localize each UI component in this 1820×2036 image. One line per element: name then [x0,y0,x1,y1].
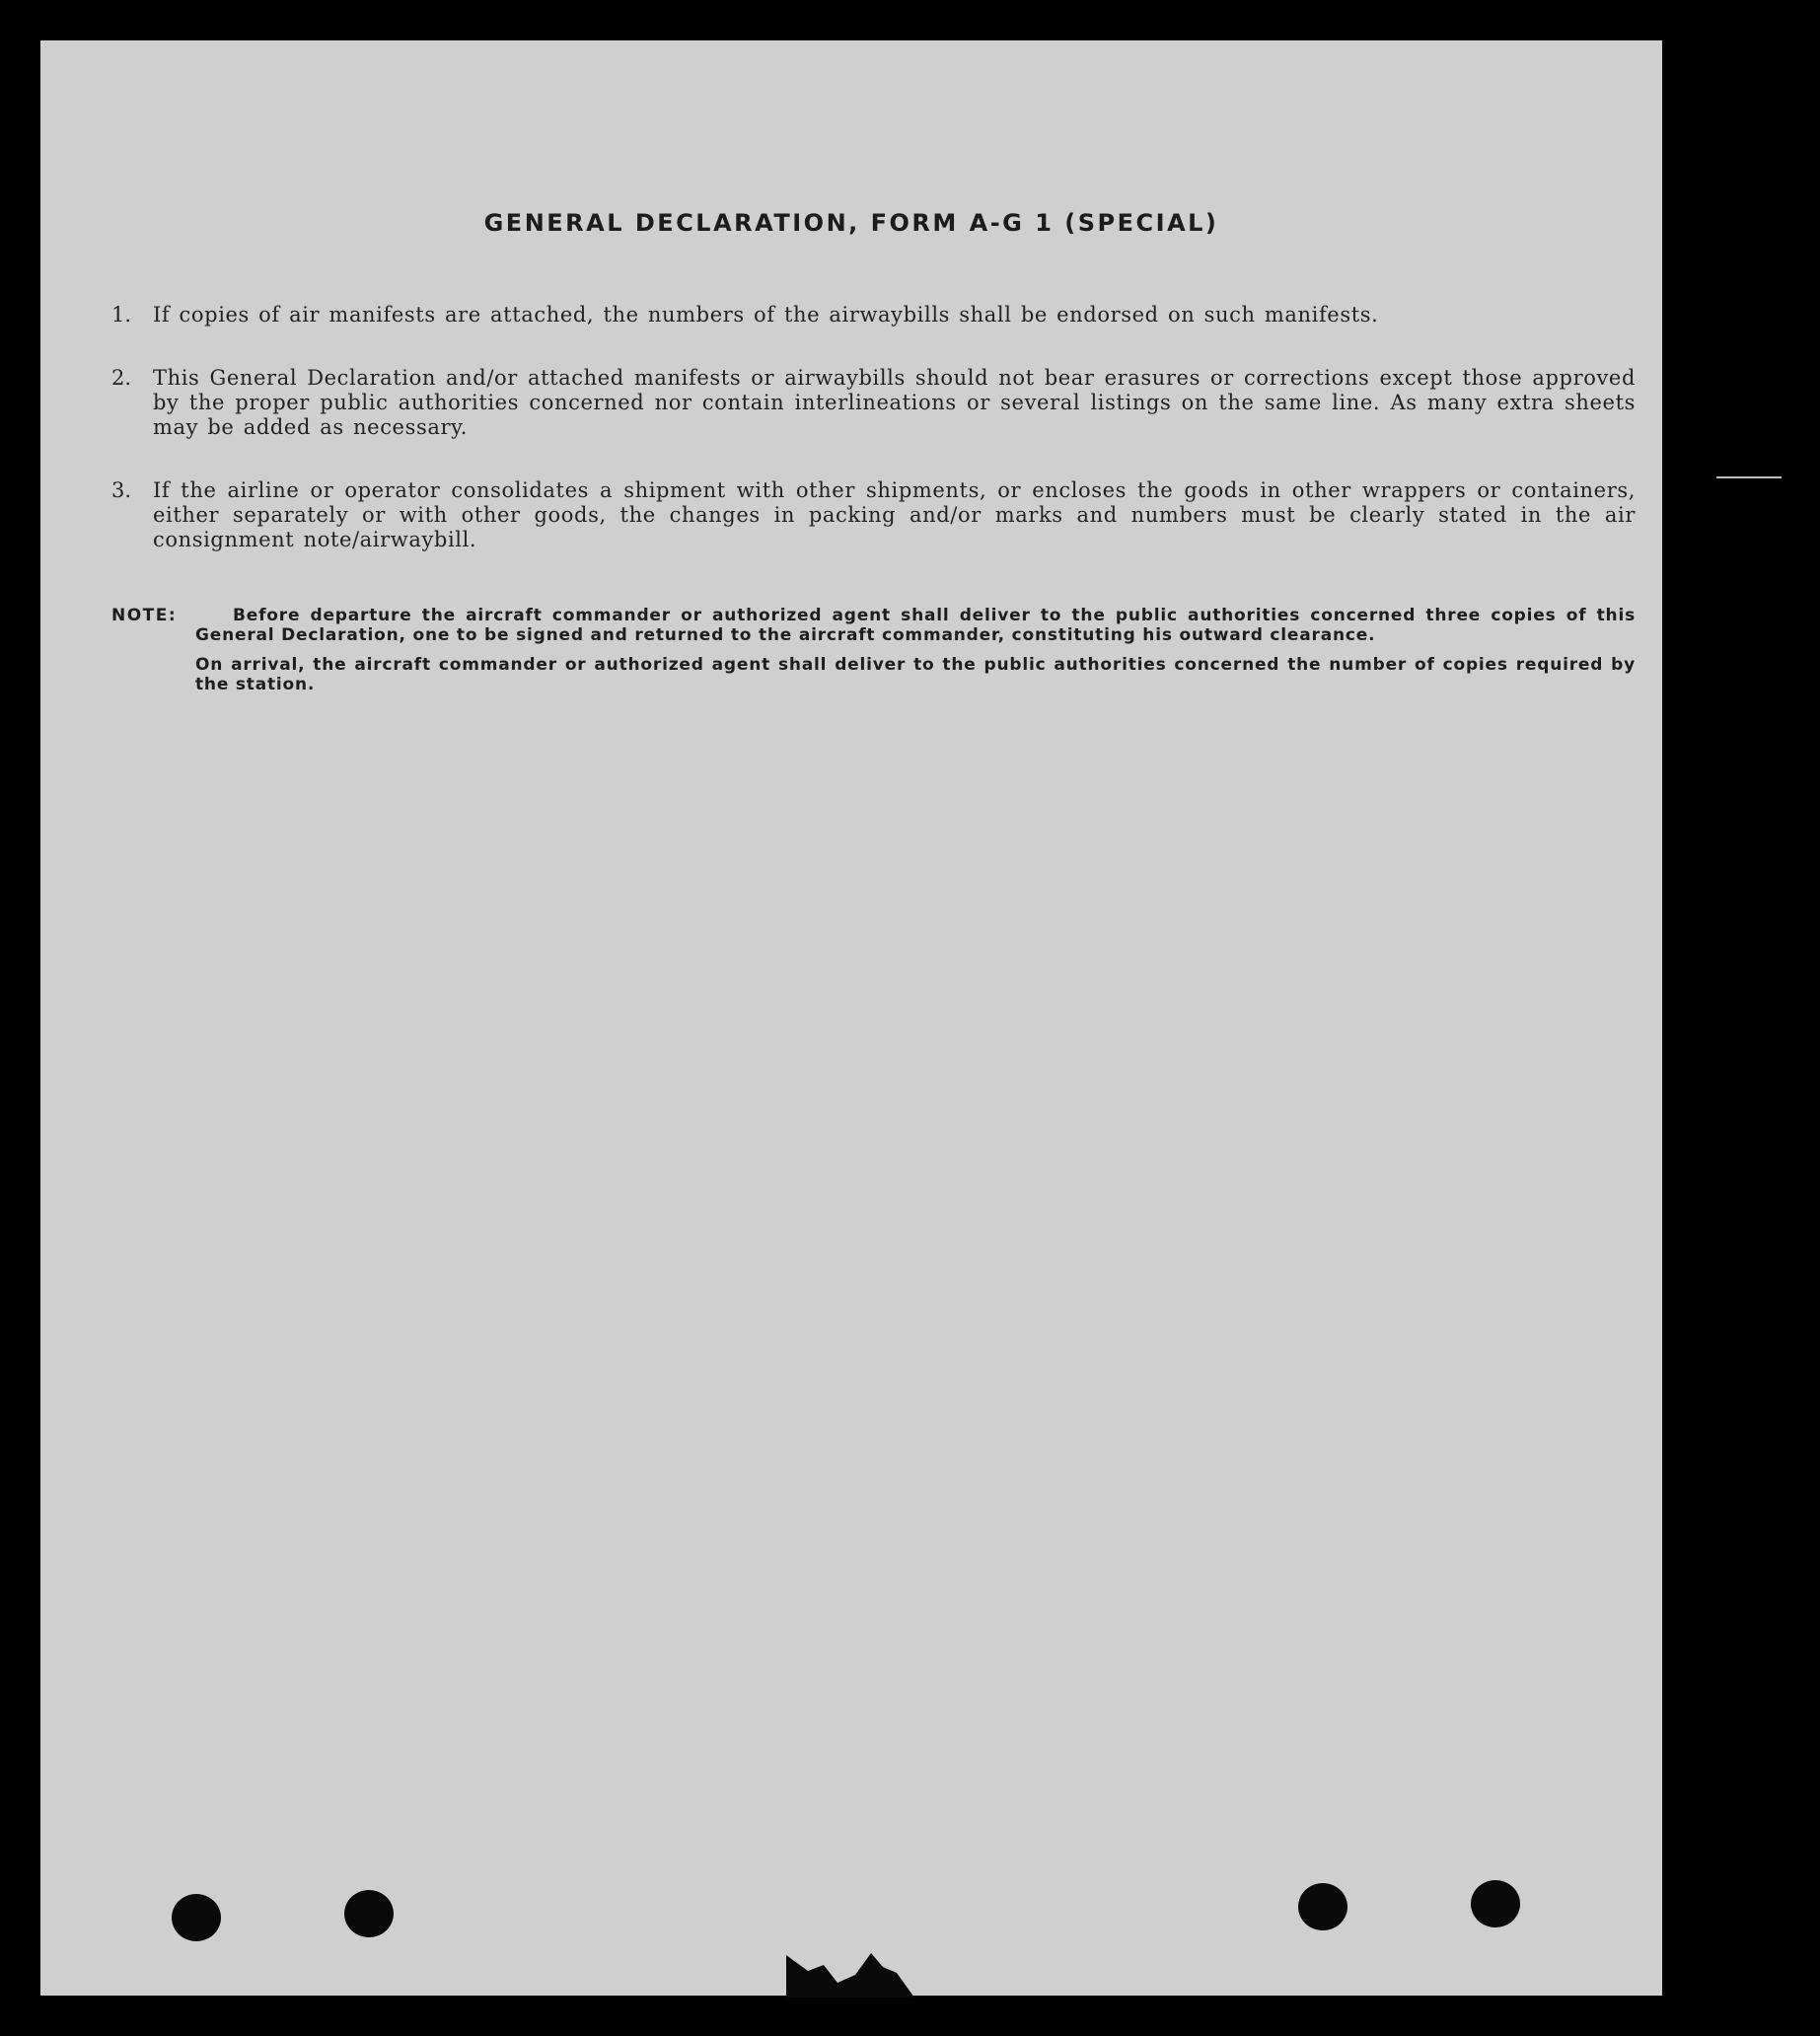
punch-hole [1471,1880,1520,1927]
item-number: 2. [111,366,132,390]
note-section [111,606,1636,694]
document-page [40,40,1662,1996]
punch-hole [344,1890,394,1937]
note-paragraph-arrival: On arrival, the aircraft commander or authorized agent shall deliver to the public authorities concerned the number of copies required by the station. [195,655,1636,694]
document-title: GENERAL DECLARATION, FORM A-G 1 (SPECIAL) [483,209,1219,237]
note-paragraph-departure: Before departure the aircraft commander or authorized agent shall deliver to the public authorities concerned three copies of this General Declaration, one to be signed and returned to the aircraft commander, constituting his outward clearance. [195,606,1636,645]
scan-edge-mark [1716,476,1782,478]
instruction-item-1 [111,303,1636,327]
punch-hole [172,1894,221,1941]
item-number: 3. [111,478,132,502]
item-text: This General Declaration and/or attached manifests or airwaybills should not bear erasures or corrections except those approved by the proper public authorities concerned nor contain interlineations or several listings on the same line. As many extra sheets may be added as necessary. [153,366,1636,439]
item-text: If copies of air manifests are attached, the numbers of the airwaybills shall be endorsed on such manifests. [153,303,1379,327]
instruction-item-3 [111,478,1636,552]
note-label: NOTE: [111,606,178,625]
torn-edge-mark [786,1953,914,1998]
item-text: If the airline or operator consolidates a shipment with other shipments, or encloses the goods in other wrappers or containers, either separately or with other goods, the changes in packing and/or marks and numbers must be clearly stated in the air consignment note/airwaybill. [153,478,1636,551]
item-number: 1. [111,303,132,327]
instruction-item-2 [111,366,1636,440]
punch-hole [1298,1883,1347,1930]
